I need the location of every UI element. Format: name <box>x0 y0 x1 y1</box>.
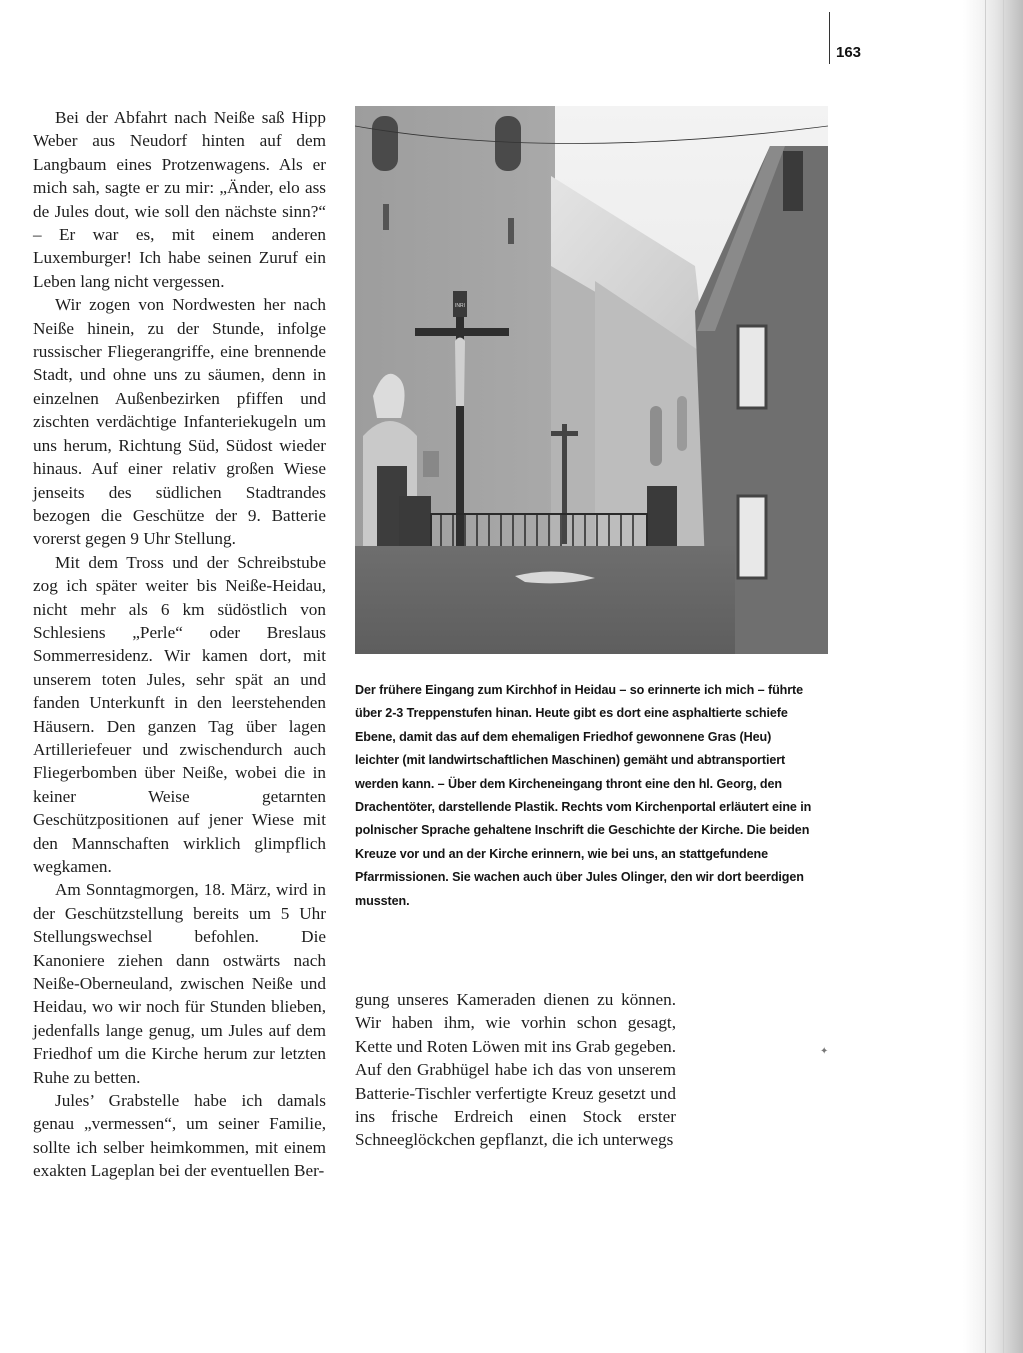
paragraph: Am Sonntagmorgen, 18. März, wird in der Geschützstellung bereits um 5 Uhr Stellungswechsel befohlen. Die Kanoniere ziehen dann ostwärts nach Neiße-Oberneuland, zwischen Neiße und Heidau, wo wir noch für Stunden blieben, jedenfalls lange genug, um Jules auf dem Friedhof um die Kirche herum zur letzten Ruhe zu betten. <box>33 880 326 1087</box>
church-photo <box>355 106 828 654</box>
church-window <box>650 406 662 466</box>
page-number: 163 <box>836 44 862 61</box>
paragraph: gung unseres Kameraden dienen zu können. Wir haben ihm, wie vorhin schon gesagt, Kette und Roten Löwen mit ins Grab gegeben. Auf den Grabhügel habe ich das von unserem Batterie-Tischler verfertigte Kreuz gesetzt und ins frische Erdreich einen Stock erster Schneeglöckchen gepflanzt, die ich unterwegs <box>355 990 676 1150</box>
house-window <box>738 326 766 408</box>
page-number-rule <box>829 12 830 64</box>
tower-window <box>495 116 521 171</box>
corpus-figure <box>455 338 465 407</box>
tower-window <box>372 116 398 171</box>
paragraph: Mit dem Tross und der Schreibstube zog ich später weiter bis Neiße-Heidau, nicht mehr als 6 km südöstlich von Schlesiens „Perle“ oder Breslaus Sommerresidenz. Wir kamen dort, mit unserem toten Jules, sehr spät an und fanden Unterkunft in den leerstehenden Häusern. Den ganzen Tag über lagen Artilleriefeuer und zwischendurch auch Fliegerbomben über Neiße, wobei die in keiner Weise getarnten Geschützpositionen auf jener Wiese mit den Mannschaften wirklich glimpflich wegkamen. <box>33 552 326 876</box>
inscription-plaque <box>423 451 439 477</box>
church-window <box>677 396 687 451</box>
left-text-column <box>33 106 326 1183</box>
courtyard-ground <box>355 546 735 654</box>
house-window <box>738 496 766 578</box>
scan-speck: ✦ <box>820 1046 829 1057</box>
cross-inscription: INRI <box>455 303 465 309</box>
paragraph: Bei der Abfahrt nach Neiße saß Hipp Weber aus Neudorf hinten auf dem Langbaum eines Protzenwagens. Als er mich sah, sagte er zu mir: „Änder, elo ass de Jules dout, wie soll den nächste sinn?“ – Er war es, mit einem anderen Luxemburger! Ich habe seinen Zuruf ein Leben lang nicht vergessen. <box>33 108 326 291</box>
tower-slit <box>383 204 389 230</box>
paragraph: Jules’ Grabstelle habe ich damals genau „vermessen“, um seiner Familie, sollte ich selber heimkommen, mit einem exakten Lageplan bei der eventuellen Ber- <box>33 1091 326 1181</box>
tower-slit <box>508 218 514 244</box>
paragraph: Wir zogen von Nordwesten her nach Neiße hinein, zu der Stunde, infolge russischer Fliegerangriffe, eine brennende Stadt, und ohne uns zu säumen, denn in einzelnen Außenbezirken pfiffen und zischten verdächtige Infanteriekugeln um uns herum, Richtung Süd, Südost wieder hinaus. Auf einer relativ großen Wiese jenseits des südlichen Stadtrandes bezogen die Geschütze der 9. Batterie vorerst gegen 9 Uhr Stellung. <box>33 295 326 549</box>
crucifix-beam <box>415 328 509 336</box>
second-cross-beam <box>551 431 578 436</box>
page-edge-line <box>985 0 986 1353</box>
page-edge-line <box>1003 0 1004 1353</box>
page-edge-shadow <box>963 0 1023 1353</box>
photo-caption: Der frühere Eingang zum Kirchhof in Heidau – so erinnerte ich mich – führte über 2-3 Treppenstufen hinan. Heute gibt es dort eine asphaltierte schiefe Ebene, damit das auf dem ehemaligen Friedhof gewonnene Gras (Heu) leichter (mit landwirtschaftlichen Maschinen) gemäht und abtransportiert werden kann. – Über dem Kircheneingang thront eine den hl. Georg, den Drachentöter, darstellende Plastik. Rechts vom Kirchenportal erläutert eine in polnischer Sprache gehaltene Inschrift die Geschichte der Kirche. Die beiden Kreuze vor und an der Kirche erinnern, wie bei uns, an stattgefundene Pfarrmissionen. Sie wachen auch über Jules Olinger, den wir dort beerdigen mussten. <box>355 683 812 908</box>
house-attic-window <box>783 151 803 211</box>
second-cross-post <box>562 424 567 544</box>
right-text-column <box>355 988 676 1152</box>
